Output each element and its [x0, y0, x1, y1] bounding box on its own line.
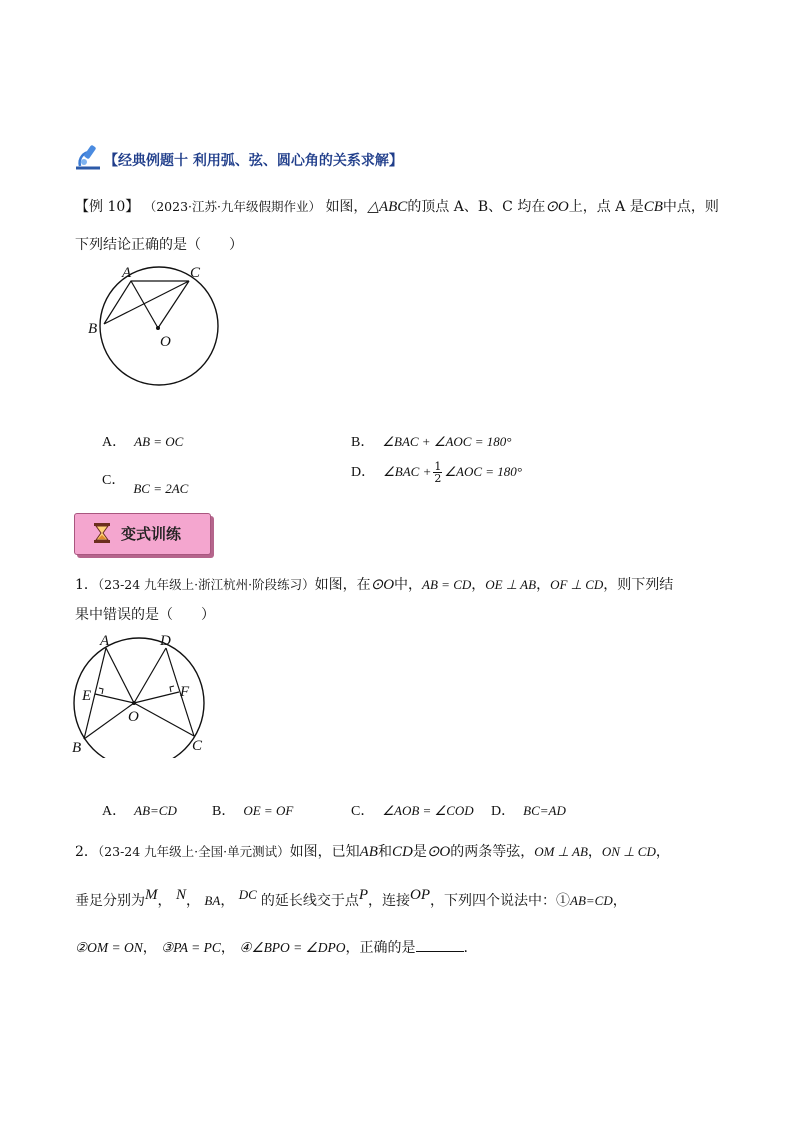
example-text: 上，点 A 是 — [568, 199, 644, 215]
example-line-1 — [75, 196, 719, 216]
point-m: M — [145, 887, 158, 903]
q1-option-b[interactable] — [212, 800, 293, 820]
q1-text: 中， — [394, 577, 423, 593]
segment-ao — [131, 281, 158, 328]
option-label: B． — [351, 435, 375, 450]
option-text: AB = OC — [134, 434, 184, 449]
option-text: OE = OF — [243, 803, 294, 818]
example-line-2: 下列结论正确的是（ ） — [75, 237, 243, 253]
example-text: 中点，则 — [662, 199, 719, 215]
triangle-abc: △ABC — [367, 199, 408, 215]
q1-option-d[interactable] — [491, 800, 566, 820]
fraction-numerator: 1 — [434, 460, 442, 473]
point-p: P — [358, 887, 368, 903]
hourglass-icon — [93, 522, 111, 544]
label-o: O — [160, 334, 171, 350]
microscope-icon — [72, 142, 104, 172]
label-f: F — [180, 684, 190, 700]
label-o: O — [128, 709, 139, 725]
example-text: 如图， — [325, 199, 368, 215]
statement-1-mark: ① — [556, 893, 570, 909]
q1-sep: ， — [536, 577, 551, 593]
q1-figure — [62, 628, 222, 758]
answer-blank[interactable] — [416, 938, 464, 952]
statement-4: ④∠BPO = ∠DPO — [239, 940, 346, 955]
option-text: BC=AD — [523, 803, 566, 818]
right-angle-f — [170, 686, 174, 692]
statement-2: ②OM = ON — [75, 940, 143, 955]
option-text: ∠BAC + — [383, 464, 432, 479]
statement-1: AB=CD — [570, 893, 613, 908]
arc-cb: CB — [643, 199, 663, 215]
q2-period: . — [463, 940, 468, 956]
segment-ba: BA — [204, 893, 221, 908]
option-c[interactable] — [102, 469, 189, 496]
q2-sep: ， — [655, 844, 670, 860]
option-text: ∠AOB = ∠COD — [382, 803, 474, 818]
label-e: E — [82, 688, 92, 704]
q1-option-c[interactable] — [351, 800, 474, 820]
example-text: 的顶点 A、B、C 均在 — [407, 199, 546, 215]
section-heading: 【经典例题十 利用弧、弦、圆心角的关系求解】 — [104, 153, 403, 169]
chord-ab-text: AB — [359, 844, 378, 860]
q1-source: （23-24 九年级上·浙江杭州·阶段练习） — [97, 577, 315, 592]
label-a: A — [122, 265, 132, 281]
triangle-abc-shape — [104, 281, 189, 324]
q1-text: 如图，在 — [314, 577, 371, 593]
q2-condition: OM ⊥ AB — [534, 844, 588, 859]
radius-oa — [106, 648, 134, 703]
option-text: AB=CD — [134, 803, 177, 818]
option-label: C． — [351, 804, 375, 819]
q2-text: ，下列四个说法中： — [430, 893, 556, 909]
q1-text: ，则下列结 — [603, 577, 674, 593]
circle-o: ⊙O — [426, 844, 451, 860]
banner-title: 变式训练 — [121, 525, 182, 543]
point-n: N — [175, 887, 186, 903]
segment-dc: DC — [238, 887, 257, 902]
q1-sep: ， — [471, 577, 486, 593]
option-label: D． — [351, 465, 376, 480]
q2-text: 是 — [412, 844, 427, 860]
fraction-half — [433, 461, 442, 484]
option-label: A． — [102, 435, 127, 450]
label-c: C — [192, 738, 203, 754]
option-label: D． — [491, 804, 516, 819]
segment-oe — [95, 694, 134, 703]
q2-text: 的两条等弦， — [450, 844, 535, 860]
center-point — [132, 701, 136, 705]
chord-cd-text: CD — [391, 844, 413, 860]
statement-3: ③PA = PC — [161, 940, 221, 955]
option-b[interactable] — [351, 431, 511, 451]
option-text: BC = 2AC — [133, 481, 189, 496]
q1-line-2: 果中错误的是（ ） — [75, 607, 215, 623]
q1-condition: AB = CD — [422, 577, 472, 592]
circle-o: ⊙O — [545, 199, 569, 215]
label-b: B — [72, 740, 82, 756]
center-point — [156, 326, 160, 330]
option-d[interactable] — [351, 461, 522, 484]
q2-line-1 — [75, 841, 670, 861]
radius-od — [134, 648, 166, 703]
q1-condition: OE ⊥ AB — [485, 577, 537, 592]
q2-text: 和 — [377, 844, 392, 860]
label-a: A — [100, 633, 110, 649]
segment-co — [158, 281, 189, 328]
segment-of — [134, 692, 179, 703]
q2-number: 2． — [75, 844, 98, 860]
q2-text: 如图，已知 — [289, 844, 360, 860]
q2-line-3: ②OM = ON， ③PA = PC， ④∠BPO = ∠DPO，正确的是 . — [75, 940, 468, 956]
q2-text: ，正确的是 — [345, 940, 416, 956]
option-text: ∠AOC = 180° — [444, 464, 522, 479]
q2-text: ，连接 — [368, 893, 410, 909]
circle-o: ⊙O — [370, 577, 395, 593]
q2-line-2: 垂足分别为M， N， BA， DC 的延长线交于点P，连接OP，下列四个说法中：①AB=CD， — [75, 887, 627, 909]
label-c: C — [190, 265, 201, 281]
option-a[interactable] — [102, 431, 183, 451]
q1-condition: OF ⊥ CD — [550, 577, 604, 592]
option-label: A． — [102, 804, 127, 819]
fraction-denominator: 2 — [434, 472, 442, 485]
label-b: B — [88, 321, 98, 337]
q2-sep: ， — [587, 844, 602, 860]
option-label: B． — [212, 804, 236, 819]
option-label: C． — [102, 473, 126, 488]
example-tag: 【例 10】 — [75, 199, 140, 215]
option-text: ∠BAC + ∠AOC = 180° — [382, 434, 512, 449]
example-figure — [80, 262, 240, 397]
label-d: D — [160, 633, 171, 649]
q2-source: （23-24 九年级上·全国·单元测试） — [97, 844, 290, 859]
q2-text: 的延长线交于点 — [260, 893, 359, 909]
right-angle-e — [99, 688, 103, 694]
q2-condition: ON ⊥ CD — [601, 844, 656, 859]
q1-option-a[interactable] — [102, 800, 177, 820]
segment-op: OP — [410, 887, 430, 903]
practice-banner — [74, 513, 211, 555]
q1-line-1 — [75, 574, 673, 594]
q1-number: 1． — [75, 577, 98, 593]
q2-text: 垂足分别为 — [75, 893, 145, 909]
example-source: （2023·江苏·九年级假期作业） — [143, 199, 321, 214]
